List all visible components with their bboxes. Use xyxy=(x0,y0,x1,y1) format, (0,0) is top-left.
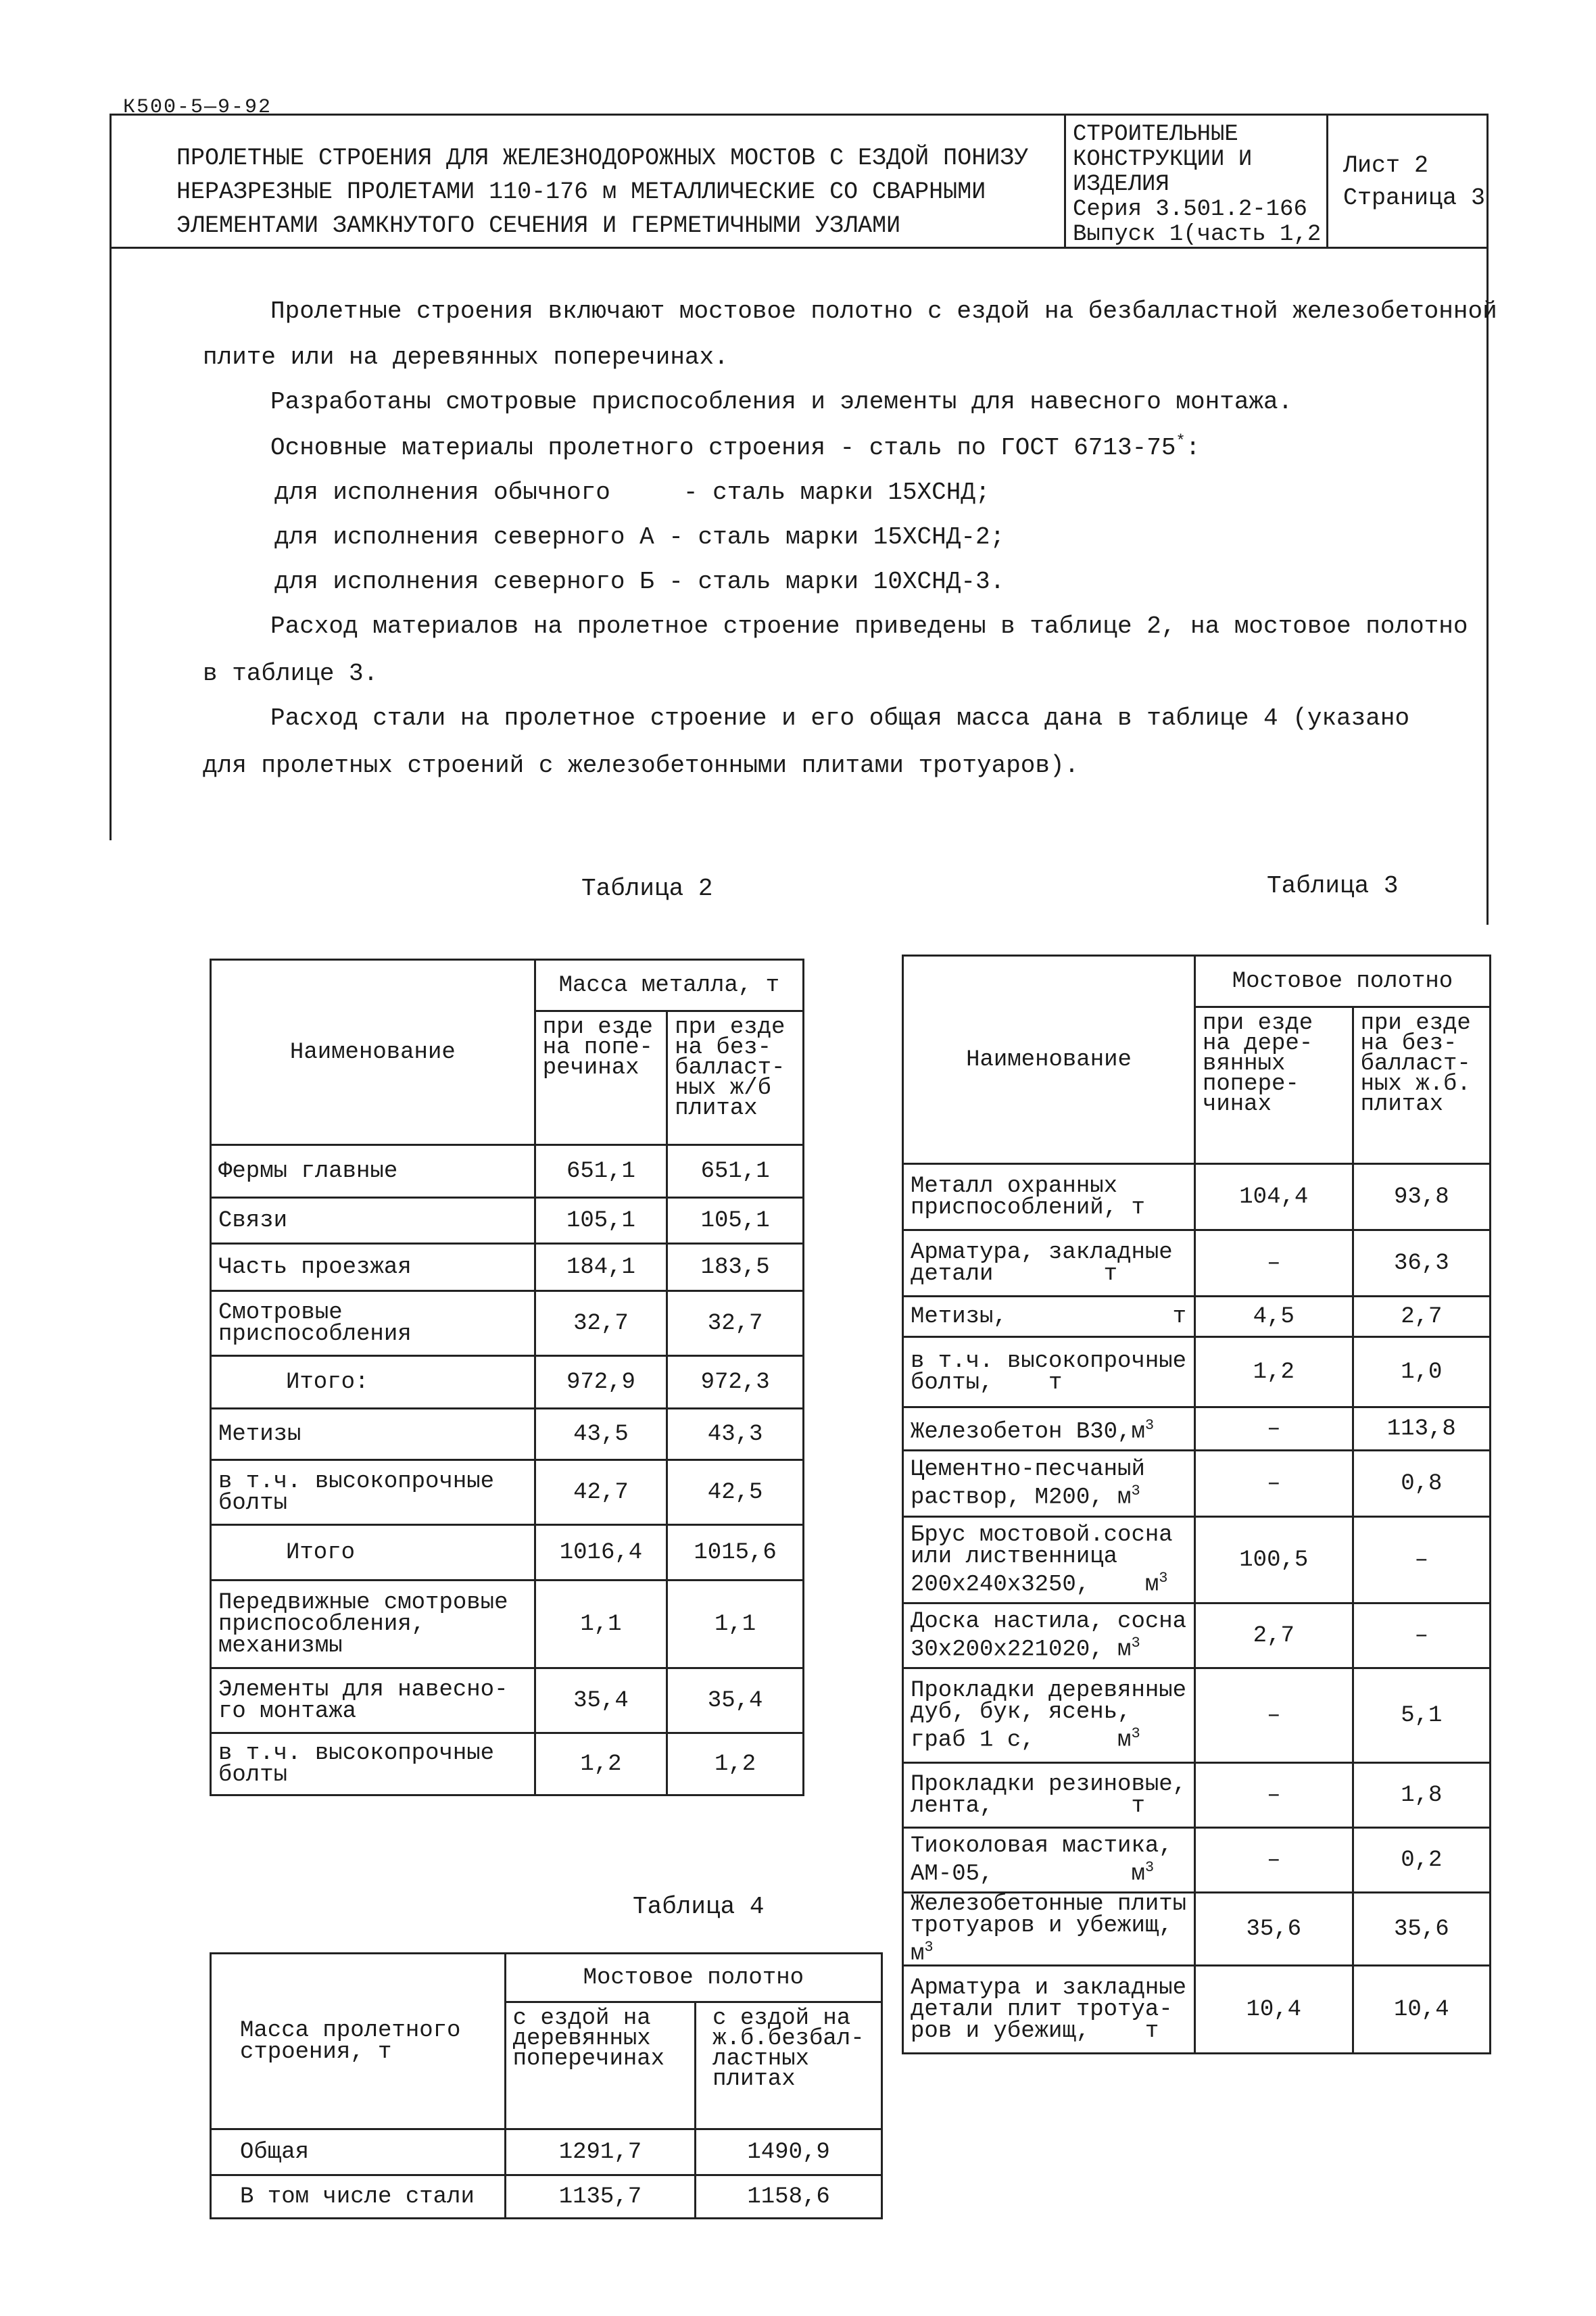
row-value-b: 183,5 xyxy=(667,1244,804,1291)
table4-caption: Таблица 4 xyxy=(633,1893,765,1921)
row-name: в т.ч. высокопрочные болты, т xyxy=(903,1337,1195,1407)
paragraph: Пролетные строения включают мостовое полотно с ездой на безбалластной железобетонной xyxy=(270,297,1497,325)
unit-exponent: 3 xyxy=(924,1939,934,1956)
series-line: Серия 3.501.2-166 xyxy=(1073,197,1307,222)
row-value-a: – xyxy=(1194,1668,1353,1763)
row-name: Элементы для навесно-го монтажа xyxy=(211,1668,535,1733)
row-name-cell xyxy=(903,1828,1195,1893)
table-2 xyxy=(210,959,804,1796)
table-3 xyxy=(902,955,1491,2054)
row-value-b: 1490,9 xyxy=(696,2129,882,2175)
title-line: НЕРАЗРЕЗНЫЕ ПРОЛЕТАМИ 110-176 м МЕТАЛЛИЧЕСКИЕ СО СВАРНЫМИ xyxy=(176,178,986,206)
table-row xyxy=(903,1230,1491,1297)
row-name: Фермы главные xyxy=(211,1145,535,1198)
row-value-a: 32,7 xyxy=(535,1291,667,1356)
row-value-a: 1016,4 xyxy=(535,1525,667,1581)
table-row xyxy=(211,1145,804,1198)
paragraph-text: Основные материалы пролетного строения - сталь по ГОСТ 6713-75 xyxy=(270,434,1176,462)
row-value-b: 10,4 xyxy=(1353,1966,1490,2054)
row-name-cell xyxy=(903,1407,1195,1451)
row-value-b: 32,7 xyxy=(667,1291,804,1356)
row-value-a: – xyxy=(1194,1407,1353,1451)
row-value-a: 35,4 xyxy=(535,1668,667,1733)
series-line: Выпуск 1(часть 1,2 xyxy=(1073,222,1322,247)
row-value-a: 1135,7 xyxy=(505,2175,696,2219)
row-value-a: 100,5 xyxy=(1194,1517,1353,1603)
table-row xyxy=(211,1409,804,1460)
row-value-a: 1,2 xyxy=(1194,1337,1353,1407)
row-value-b: 2,7 xyxy=(1353,1297,1490,1337)
row-value-a: – xyxy=(1194,1230,1353,1297)
row-name: Цементно-песчаный раствор, М200, м xyxy=(911,1456,1145,1511)
row-value-a: 1291,7 xyxy=(505,2129,696,2175)
row-name: в т.ч. высокопрочные болты xyxy=(211,1733,535,1795)
table2-caption: Таблица 2 xyxy=(581,875,713,902)
table-row xyxy=(211,1525,804,1581)
row-value-a: 4,5 xyxy=(1194,1297,1353,1337)
frame-right-border xyxy=(1486,249,1489,925)
table-row xyxy=(903,1337,1491,1407)
row-name: Тиоколовая мастика, АМ-05, м xyxy=(911,1833,1187,1887)
table-row xyxy=(211,1460,804,1525)
table3-caption: Таблица 3 xyxy=(1267,872,1399,900)
table-row xyxy=(211,1244,804,1291)
unit-exponent: 3 xyxy=(1144,1858,1155,1876)
table-row xyxy=(211,1733,804,1795)
series-line: СТРОИТЕЛЬНЫЕ xyxy=(1073,122,1238,147)
row-name: Итого xyxy=(211,1525,535,1581)
title-line: ЭЛЕМЕНТАМИ ЗАМКНУТОГО СЕЧЕНИЯ И ГЕРМЕТИЧНЫМИ УЗЛАМИ xyxy=(176,212,901,239)
col-header-sub-a: с ездой на деревянных поперечинах xyxy=(505,2002,696,2129)
row-name-cell xyxy=(903,1668,1201,1763)
unit-exponent: 3 xyxy=(1131,1482,1140,1499)
paragraph: для пролетных строений с железобетонными плитами тротуаров). xyxy=(203,752,1080,779)
sheet-number: Лист 2 xyxy=(1343,152,1429,179)
row-value-a: 43,5 xyxy=(535,1409,667,1460)
col-header-sub-b: при езде на без-балласт-ных ж/б плитах xyxy=(667,1011,804,1145)
row-name: Прокладки деревянные дуб, бук, ясень, граб 1 с, м xyxy=(911,1677,1201,1754)
col-header-group: Мостовое полотно xyxy=(1194,956,1490,1007)
table-row xyxy=(903,1517,1491,1603)
row-name: Метизы, т xyxy=(903,1297,1195,1337)
sheet-info xyxy=(1328,116,1491,247)
row-name: Передвижные смотровые приспособления, механизмы xyxy=(211,1581,535,1668)
row-name: Общая xyxy=(211,2129,506,2175)
paragraph: плите или на деревянных поперечинах. xyxy=(203,343,729,371)
table-row xyxy=(211,2129,882,2175)
paragraph: для исполнения обычного - сталь марки 15ХСНД; xyxy=(274,479,990,506)
row-value-b: 43,3 xyxy=(667,1409,804,1460)
table-row xyxy=(903,1451,1491,1517)
table-row xyxy=(903,1668,1491,1763)
unit-exponent: 3 xyxy=(1144,1416,1155,1434)
col-header-sub-a: при езде на дере-вянных попере-чинах xyxy=(1194,1007,1353,1164)
row-name-cell xyxy=(903,1603,1195,1668)
col-header-sub-b: с ездой на ж.б.безбал-ластных плитах xyxy=(696,2002,882,2129)
row-name-cell xyxy=(903,1517,1195,1603)
table-row xyxy=(903,1407,1491,1451)
paragraph: Расход материалов на пролетное строение приведены в таблице 2, на мостовое полотно xyxy=(270,612,1468,640)
table-4 xyxy=(210,1952,883,2219)
paragraph xyxy=(270,433,1200,462)
table-row xyxy=(211,1581,804,1668)
page-number: Страница 3 xyxy=(1343,185,1486,212)
row-value-b: 42,5 xyxy=(667,1460,804,1525)
row-name: Арматура, закладные детали т xyxy=(903,1230,1195,1297)
row-value-a: 184,1 xyxy=(535,1244,667,1291)
row-name-cell xyxy=(903,1451,1195,1517)
row-name: Брус мостовой.сосна или лиственница 200х240х3250, м xyxy=(911,1522,1187,1598)
row-name: Прокладки резиновые, лента, т xyxy=(903,1763,1195,1828)
document-title xyxy=(112,116,1066,247)
row-name: В том числе стали xyxy=(211,2175,506,2219)
title-line: ПРОЛЕТНЫЕ СТРОЕНИЯ ДЛЯ ЖЕЛЕЗНОДОРОЖНЫХ МОСТОВ С ЕЗДОЙ ПОНИЗУ xyxy=(176,145,1029,172)
series-line: ИЗДЕЛИЯ xyxy=(1073,172,1169,197)
row-value-b: 1,0 xyxy=(1353,1337,1490,1407)
row-value-b: 1,1 xyxy=(667,1581,804,1668)
row-value-a: – xyxy=(1194,1828,1353,1893)
row-value-a: 42,7 xyxy=(535,1460,667,1525)
table-row xyxy=(211,2175,882,2219)
row-name-cell xyxy=(903,1893,1195,1966)
row-value-b: 35,6 xyxy=(1353,1893,1490,1966)
row-name: Металл охранных приспособлений, т xyxy=(903,1164,1195,1230)
row-value-a: 105,1 xyxy=(535,1198,667,1244)
col-header-group: Масса металла, т xyxy=(535,960,803,1011)
table-row xyxy=(211,1356,804,1409)
row-value-b: 1,2 xyxy=(667,1733,804,1795)
table-row xyxy=(903,1603,1491,1668)
row-value-b: – xyxy=(1353,1603,1490,1668)
paragraph: для исполнения северного Б - сталь марки 10ХСНД-3. xyxy=(274,568,1005,596)
row-name: Железобетон В30,м xyxy=(911,1419,1145,1445)
row-value-a: 651,1 xyxy=(535,1145,667,1198)
paragraph: в таблице 3. xyxy=(203,660,379,687)
row-value-b: 972,3 xyxy=(667,1356,804,1409)
row-value-a: 972,9 xyxy=(535,1356,667,1409)
table-row xyxy=(903,1828,1491,1893)
table-row xyxy=(903,1164,1491,1230)
table-row xyxy=(903,1297,1491,1337)
row-name: Смотровые приспособления xyxy=(211,1291,535,1356)
row-name: Итого: xyxy=(211,1356,535,1409)
row-value-b: 93,8 xyxy=(1353,1164,1490,1230)
col-header-name: Наименование xyxy=(211,960,535,1145)
unit-exponent: 3 xyxy=(1131,1724,1140,1742)
row-name: Железобетонные плиты тротуаров и убежищ, м xyxy=(911,1891,1187,1967)
col-header-group: Мостовое полотно xyxy=(505,1954,881,2002)
unit-exponent: 3 xyxy=(1131,1634,1140,1651)
row-value-a: – xyxy=(1194,1763,1353,1828)
row-name: Доска настила, сосна 30х200х221020, м xyxy=(911,1608,1187,1663)
paragraph-text: : xyxy=(1185,434,1201,462)
table-row xyxy=(211,1198,804,1244)
row-value-b: 113,8 xyxy=(1353,1407,1490,1451)
col-header-sub-b: при езде на без-балласт-ных ж.б. плитах xyxy=(1353,1007,1490,1164)
row-name: Часть проезжая xyxy=(211,1244,535,1291)
frame-left-border xyxy=(110,249,112,840)
col-header-name: Масса пролетного строения, т xyxy=(211,1954,506,2129)
row-value-b: 1015,6 xyxy=(667,1525,804,1581)
row-value-a: 1,2 xyxy=(535,1733,667,1795)
row-value-a: 35,6 xyxy=(1194,1893,1353,1966)
row-value-b: 1158,6 xyxy=(696,2175,882,2219)
row-value-b: 105,1 xyxy=(667,1198,804,1244)
col-header-sub-a: при езде на попе-речинах xyxy=(535,1011,667,1145)
row-name: в т.ч. высокопрочные болты xyxy=(211,1460,535,1525)
row-value-a: 10,4 xyxy=(1194,1966,1353,2054)
table-row xyxy=(903,1966,1491,2054)
table-row xyxy=(903,1763,1491,1828)
row-value-a: – xyxy=(1194,1451,1353,1517)
document-code: К500-5—9-92 xyxy=(123,96,272,119)
title-block xyxy=(110,114,1489,249)
row-value-b: 5,1 xyxy=(1353,1668,1490,1763)
table-row xyxy=(903,1893,1491,1966)
paragraph: Разработаны смотровые приспособления и элементы для навесного монтажа. xyxy=(270,388,1293,416)
table-row xyxy=(211,1291,804,1356)
col-header-name: Наименование xyxy=(903,956,1195,1164)
row-value-b: 651,1 xyxy=(667,1145,804,1198)
row-value-b: – xyxy=(1353,1517,1490,1603)
gost-mark: * xyxy=(1176,433,1186,451)
row-name: Арматура и закладные детали плит тротуа-ров и убежищ, т xyxy=(903,1966,1195,2054)
series-line: КОНСТРУКЦИИ И xyxy=(1073,147,1253,172)
row-value-b: 1,8 xyxy=(1353,1763,1490,1828)
row-name: Метизы xyxy=(211,1409,535,1460)
paragraph: для исполнения северного А - сталь марки 15ХСНД-2; xyxy=(274,523,1005,551)
row-name: Связи xyxy=(211,1198,535,1244)
row-value-b: 0,2 xyxy=(1353,1828,1490,1893)
row-value-b: 36,3 xyxy=(1353,1230,1490,1297)
row-value-b: 0,8 xyxy=(1353,1451,1490,1517)
row-value-a: 1,1 xyxy=(535,1581,667,1668)
row-value-a: 2,7 xyxy=(1194,1603,1353,1668)
row-value-a: 104,4 xyxy=(1194,1164,1353,1230)
paragraph: Расход стали на пролетное строение и его общая масса дана в таблице 4 (указано xyxy=(270,704,1410,732)
unit-exponent: 3 xyxy=(1159,1569,1168,1587)
row-value-b: 35,4 xyxy=(667,1668,804,1733)
table-row xyxy=(211,1668,804,1733)
series-info xyxy=(1066,116,1328,247)
